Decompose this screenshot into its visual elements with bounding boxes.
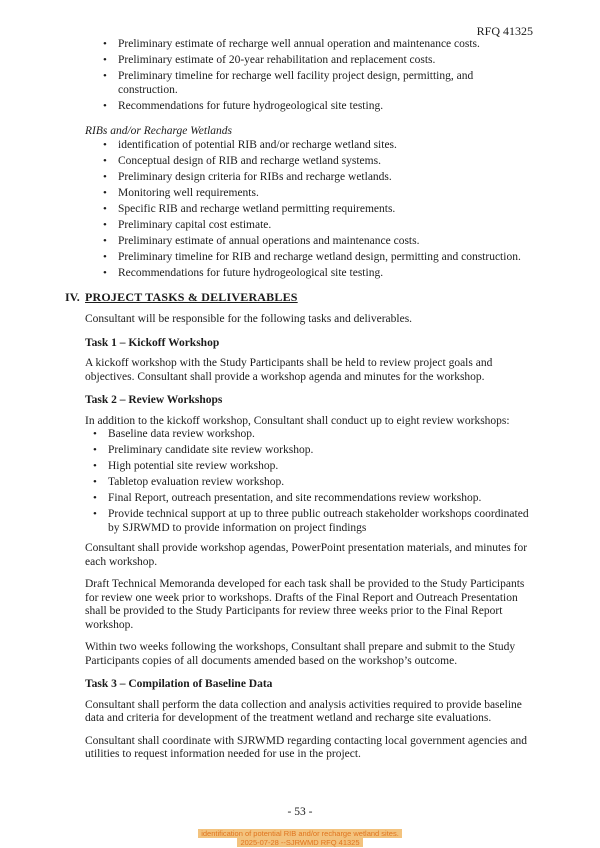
- list-item-text: Provide technical support at up to three public outreach stakeholder workshops coordinated by SJRWMD to provide information on project findings: [108, 508, 529, 534]
- list-item: [93, 444, 534, 458]
- bullet-icon: •: [103, 70, 107, 82]
- list-item: [103, 70, 534, 97]
- bullet-icon: •: [93, 444, 97, 456]
- bullet-icon: •: [93, 508, 97, 520]
- bullet-icon: •: [103, 234, 107, 247]
- bullet-icon: •: [103, 186, 107, 199]
- list-item: [103, 203, 534, 217]
- list-item-text: Specific RIB and recharge wetland permitting requirements.: [118, 202, 396, 215]
- bullet-icon: •: [103, 54, 107, 66]
- task2-workshops-list: [85, 428, 534, 535]
- list-item: [103, 219, 534, 233]
- list-item-text: Preliminary candidate site review workshop.: [108, 444, 314, 456]
- bullet-icon: •: [103, 99, 107, 112]
- bullet-icon: •: [103, 218, 107, 231]
- list-item: [103, 187, 534, 201]
- document-body: [65, 38, 534, 762]
- list-item: [103, 267, 534, 281]
- list-item-text: Recommendations for future hydrogeological site testing.: [118, 99, 384, 112]
- list-item-text: Preliminary estimate of recharge well annual operation and maintenance costs.: [118, 38, 480, 50]
- task2-intro-paragraph: In addition to the kickoff workshop, Consultant shall conduct up to eight review workshops:: [85, 414, 510, 427]
- task2-heading: Task 2 – Review Workshops: [85, 394, 223, 406]
- bullet-icon: •: [93, 492, 97, 504]
- section-title: PROJECT TASKS & DELIVERABLES: [85, 290, 298, 304]
- list-item-text: Monitoring well requirements.: [118, 186, 259, 199]
- list-item: [103, 38, 534, 52]
- list-item: [93, 492, 534, 506]
- task2-paragraph: Draft Technical Memoranda developed for each task shall be provided to the Study Participants for review one week prior to workshops. Drafts of the Final Report and Outreach Presentation shall be provided to the Study Participants for review three weeks prior to the Final Report workshop.: [85, 578, 525, 631]
- list-item-text: Preliminary design criteria for RIBs and recharge wetlands.: [118, 170, 392, 183]
- list-item: [103, 100, 534, 114]
- list-item-text: identification of potential RIB and/or recharge wetland sites.: [118, 138, 397, 151]
- task3-heading: Task 3 – Compilation of Baseline Data: [85, 678, 273, 690]
- page-header: [0, 0, 600, 38]
- recharge-well-deliverables-list: [85, 38, 534, 113]
- list-item-text: Tabletop evaluation review workshop.: [108, 476, 285, 488]
- footer-highlight-line: 2025-07-28 --SJRWMD RFQ 41325: [237, 838, 362, 847]
- page-number: - 53 -: [287, 806, 313, 818]
- bullet-icon: •: [103, 170, 107, 183]
- list-item: [93, 508, 534, 535]
- ribs-section-heading: RIBs and/or Recharge Wetlands: [85, 125, 233, 137]
- list-item: [93, 428, 534, 442]
- list-item-text: Conceptual design of RIB and recharge wetland systems.: [118, 154, 381, 167]
- ribs-deliverables-list: [85, 139, 534, 281]
- bullet-icon: •: [103, 138, 107, 151]
- list-item: [93, 460, 534, 474]
- task3-paragraph: Consultant shall coordinate with SJRWMD regarding contacting local government agencies and utilities to request information needed for use in the project.: [85, 734, 528, 760]
- bullet-icon: •: [103, 250, 107, 263]
- list-item-text: Preliminary capital cost estimate.: [118, 218, 272, 231]
- section-numeral: IV.: [65, 290, 80, 304]
- section-iv-heading: [65, 290, 534, 304]
- list-item-text: High potential site review workshop.: [108, 460, 279, 472]
- footer-annotation-row: [0, 829, 600, 838]
- footer-annotation: [0, 829, 600, 847]
- task1-paragraph: A kickoff workshop with the Study Participants shall be held to review project goals and objectives. Consultant shall provide a workshop agenda and minutes for the workshop.: [85, 357, 493, 383]
- bullet-icon: •: [93, 460, 97, 472]
- list-item-text: Preliminary estimate of annual operations and maintenance costs.: [118, 234, 420, 247]
- section-intro-paragraph: Consultant will be responsible for the following tasks and deliverables.: [85, 313, 413, 325]
- doc-reference: RFQ 41325: [476, 24, 533, 38]
- bullet-icon: •: [103, 202, 107, 215]
- bullet-icon: •: [103, 266, 107, 279]
- list-item: [103, 251, 534, 265]
- list-item: [103, 155, 534, 169]
- list-item-text: Baseline data review workshop.: [108, 428, 255, 440]
- list-item: [103, 171, 534, 185]
- footer-highlight-line: identification of potential RIB and/or recharge wetland sites.: [198, 829, 402, 838]
- list-item-text: Preliminary timeline for recharge well facility project design, permitting, and construction.: [118, 70, 474, 96]
- task1-heading: Task 1 – Kickoff Workshop: [85, 336, 220, 349]
- list-item: [103, 139, 534, 153]
- list-item: [103, 235, 534, 249]
- bullet-icon: •: [103, 154, 107, 167]
- list-item-text: Final Report, outreach presentation, and site recommendations review workshop.: [108, 492, 482, 504]
- bullet-icon: •: [93, 476, 97, 488]
- list-item-text: Preliminary estimate of 20-year rehabilitation and replacement costs.: [118, 54, 436, 66]
- list-item-text: Preliminary timeline for RIB and recharge wetland design, permitting and construction.: [118, 250, 521, 263]
- task2-paragraph: Within two weeks following the workshops, Consultant shall prepare and submit to the Study Participants copies of all documents amended based on the workshop’s outcome.: [85, 641, 516, 667]
- bullet-icon: •: [93, 428, 97, 440]
- footer-annotation-row: [0, 838, 600, 847]
- list-item-text: Recommendations for future hydrogeological site testing.: [118, 266, 384, 279]
- task2-paragraph: Consultant shall provide workshop agendas, PowerPoint presentation materials, and minutes for each workshop.: [85, 542, 528, 568]
- list-item: [93, 476, 534, 490]
- list-item: [103, 54, 534, 68]
- bullet-icon: •: [103, 38, 107, 50]
- task3-paragraph: Consultant shall perform the data collection and analysis activities required to provide baseline data and criteria for development of the treatment wetland and recharge site evaluations.: [85, 698, 522, 724]
